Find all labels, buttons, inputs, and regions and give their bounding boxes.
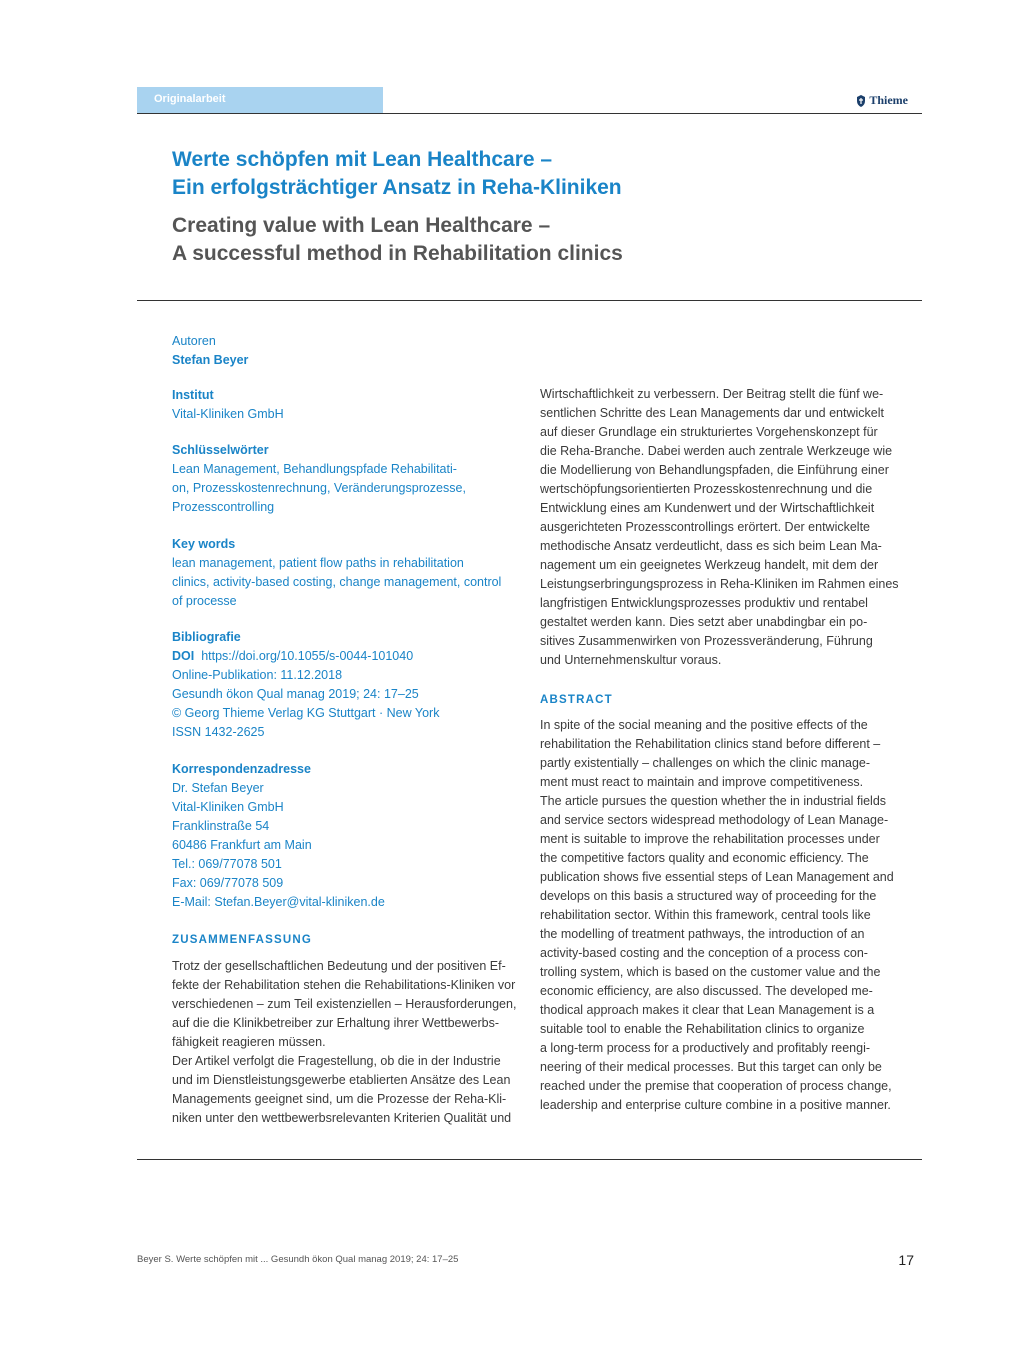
doi-link[interactable]: https://doi.org/10.1055/s-0044-101040 — [201, 649, 414, 663]
email-link[interactable]: E-Mail: Stefan.Beyer@vital-kliniken.de — [172, 895, 385, 909]
zusammenfassung-heading: ZUSAMMENFASSUNG — [172, 934, 313, 946]
text-line: activity-based costing and the conception of a process con- — [540, 946, 868, 960]
text-line: suitable tool to enable the Rehabilitation clinics to organize — [540, 1022, 865, 1036]
footer-reference: Beyer S. Werte schöpfen mit ... Gesundh ökon Qual manag 2019; 24: 17–25 — [137, 1254, 459, 1265]
author-name: Stefan Beyer — [172, 353, 249, 367]
page-number: 17 — [898, 1252, 914, 1268]
text-line: trolling system, which is based on the customer value and the — [540, 965, 881, 979]
text-line: develops on this basis a structured way of proceeding for the — [540, 889, 877, 903]
title-english — [172, 212, 872, 268]
title-german — [172, 146, 872, 202]
bibliography-block — [172, 628, 522, 742]
publisher-name: Thieme — [869, 93, 908, 107]
text-line: fähigkeit reagieren müssen. — [172, 1035, 326, 1049]
title-german-line2: Ein erfolgsträchtiger Ansatz in Reha-Kliniken — [172, 176, 622, 199]
title-english-line2: A successful method in Rehabilitation clinics — [172, 242, 623, 265]
text-line: the modelling of treatment pathways, the introduction of an — [540, 927, 865, 941]
correspondence-block — [172, 760, 522, 912]
header-rule — [137, 113, 922, 114]
bibliography-line: Online-Publikation: 11.12.2018 — [172, 668, 343, 682]
text-line: Trotz der gesellschaftlichen Bedeutung und der positiven Ef- — [172, 959, 506, 973]
text-line: and service sectors widespread methodology of Lean Manage- — [540, 813, 889, 827]
section-tab: Originalarbeit — [137, 87, 383, 113]
text-line: a long-term process for a productively and profitably reengi- — [540, 1041, 871, 1055]
text-line: leadership and enterprise culture combine in a positive manner. — [540, 1098, 891, 1112]
bibliography-line: Gesundh ökon Qual manag 2019; 24: 17–25 — [172, 687, 419, 701]
text-line: sentlichen Schritte des Lean Managements dar und entwickelt — [540, 406, 884, 420]
text-line: die Modellierung von Behandlungspfaden, die Einführung einer — [540, 463, 889, 477]
abstract-heading: ABSTRACT — [540, 694, 613, 706]
text-line: neering of their medical processes. But this target can only be — [540, 1060, 882, 1074]
keywords-en-line: lean management, patient flow paths in rehabilitation — [172, 556, 464, 570]
text-line: gestaltet werden kann. Dies setzt aber unabdingbar ein po- — [540, 615, 868, 629]
keywords-de-label: Schlüsselwörter — [172, 443, 269, 457]
correspondence-line: Dr. Stefan Beyer — [172, 781, 264, 795]
text-line: fekte der Rehabilitation stehen die Rehabilitations-Kliniken vor — [172, 978, 516, 992]
text-line: rehabilitation sector. Within this framework, central tools like — [540, 908, 871, 922]
text-line: Entwicklung eines am Kundenwert und der Wirtschaftlichkeit — [540, 501, 875, 515]
correspondence-line: Vital-Kliniken GmbH — [172, 800, 284, 814]
text-line: Managements geeignet sind, um die Prozesse der Reha-Kli- — [172, 1092, 507, 1106]
text-line: auf die die Klinikbetreiber zur Erhaltung ihrer Wettbewerbs- — [172, 1016, 500, 1030]
correspondence-line: Tel.: 069/77078 501 — [172, 857, 282, 871]
abstract-text — [540, 716, 894, 1115]
text-line: reached under the premise that cooperation of process change, — [540, 1079, 892, 1093]
correspondence-line: 60486 Frankfurt am Main — [172, 838, 312, 852]
text-line: ment must react to maintain and improve competitiveness. — [540, 775, 864, 789]
text-line: thodical approach makes it clear that Lean Management is a — [540, 1003, 875, 1017]
text-line: Der Artikel verfolgt die Fragestellung, ob die in der Industrie — [172, 1054, 501, 1068]
bibliography-line: ISSN 1432-2625 — [172, 725, 265, 739]
zusammenfassung-text — [172, 957, 522, 1128]
text-line: Wirtschaftlichkeit zu verbessern. Der Beitrag stellt die fünf we- — [540, 387, 884, 401]
text-line: sitives Zusammenwirken von Prozessveränderung, Führung — [540, 634, 873, 648]
keywords-en-line: clinics, activity-based costing, change management, control — [172, 575, 502, 589]
bibliography-line: © Georg Thieme Verlag KG Stuttgart · New York — [172, 706, 440, 720]
doi-line — [172, 647, 522, 666]
keywords-de-line: Lean Management, Behandlungspfade Rehabilitati- — [172, 462, 457, 476]
keywords-en-line: of processe — [172, 594, 237, 608]
thieme-crest-icon — [856, 95, 866, 107]
text-line: langfristigen Entwicklungsprozesses produktiv und rentabel — [540, 596, 868, 610]
text-line: partly existentially – challenges on which the clinic manage- — [540, 756, 871, 770]
zusammenfassung-text-continued — [540, 385, 899, 670]
text-line: nagement um ein geeignetes Werkzeug handelt, mit dem der — [540, 558, 879, 572]
text-line: und Unternehmenskultur voraus. — [540, 653, 722, 667]
publisher-logo — [856, 93, 908, 108]
correspondence-line: Franklinstraße 54 — [172, 819, 270, 833]
text-line: auf dieser Grundlage ein strukturiertes Vorgehenskonzept für — [540, 425, 878, 439]
text-line: rehabilitation the Rehabilitation clinics stand before different – — [540, 737, 881, 751]
text-line: methodische Ansatz verdeutlicht, dass es sich beim Lean Ma- — [540, 539, 882, 553]
correspondence-line: Fax: 069/77078 509 — [172, 876, 284, 890]
bibliography-label: Bibliografie — [172, 630, 241, 644]
text-line: the competitive factors quality and economic efficiency. The — [540, 851, 869, 865]
keywords-de-block — [172, 441, 522, 517]
keywords-en-block — [172, 535, 522, 611]
bottom-rule — [137, 1159, 922, 1160]
title-rule — [137, 300, 922, 301]
text-line: wertschöpfungsorientierten Prozesskostenrechnung und die — [540, 482, 873, 496]
text-line: und im Dienstleistungsgewerbe etablierten Ansätze des Lean — [172, 1073, 511, 1087]
text-line: Leistungserbringungsprozess in Reha-Kliniken im Rahmen eines — [540, 577, 899, 591]
title-german-line1: Werte schöpfen mit Lean Healthcare – — [172, 148, 553, 171]
text-line: ausgerichteten Prozesscontrollings erörtert. Der entwickelte — [540, 520, 871, 534]
title-english-line1: Creating value with Lean Healthcare – — [172, 214, 551, 237]
text-line: publication shows five essential steps of Lean Management and — [540, 870, 894, 884]
text-line: economic efficiency, are also discussed. The developed me- — [540, 984, 873, 998]
institute-block — [172, 386, 522, 424]
authors-block — [172, 332, 522, 370]
institute-label: Institut — [172, 388, 214, 402]
text-line: The article pursues the question whether the in industrial fields — [540, 794, 887, 808]
authors-label: Autoren — [172, 334, 216, 348]
keywords-en-label: Key words — [172, 537, 236, 551]
doi-label: DOI — [172, 649, 195, 663]
keywords-de-line: Prozesscontrolling — [172, 500, 275, 514]
text-line: In spite of the social meaning and the positive effects of the — [540, 718, 868, 732]
correspondence-label: Korrespondenzadresse — [172, 762, 311, 776]
text-line: ment is suitable to improve the rehabilitation processes under — [540, 832, 880, 846]
text-line: verschiedenen – zum Teil existenziellen – Herausforderungen, — [172, 997, 517, 1011]
text-line: niken unter den wettbewerbsrelevanten Kriterien Qualität und — [172, 1111, 512, 1125]
text-line: die Reha-Branche. Dabei werden auch zentrale Werkzeuge wie — [540, 444, 893, 458]
keywords-de-line: on, Prozesskostenrechnung, Veränderungsprozesse, — [172, 481, 466, 495]
institute-name: Vital-Kliniken GmbH — [172, 407, 284, 421]
